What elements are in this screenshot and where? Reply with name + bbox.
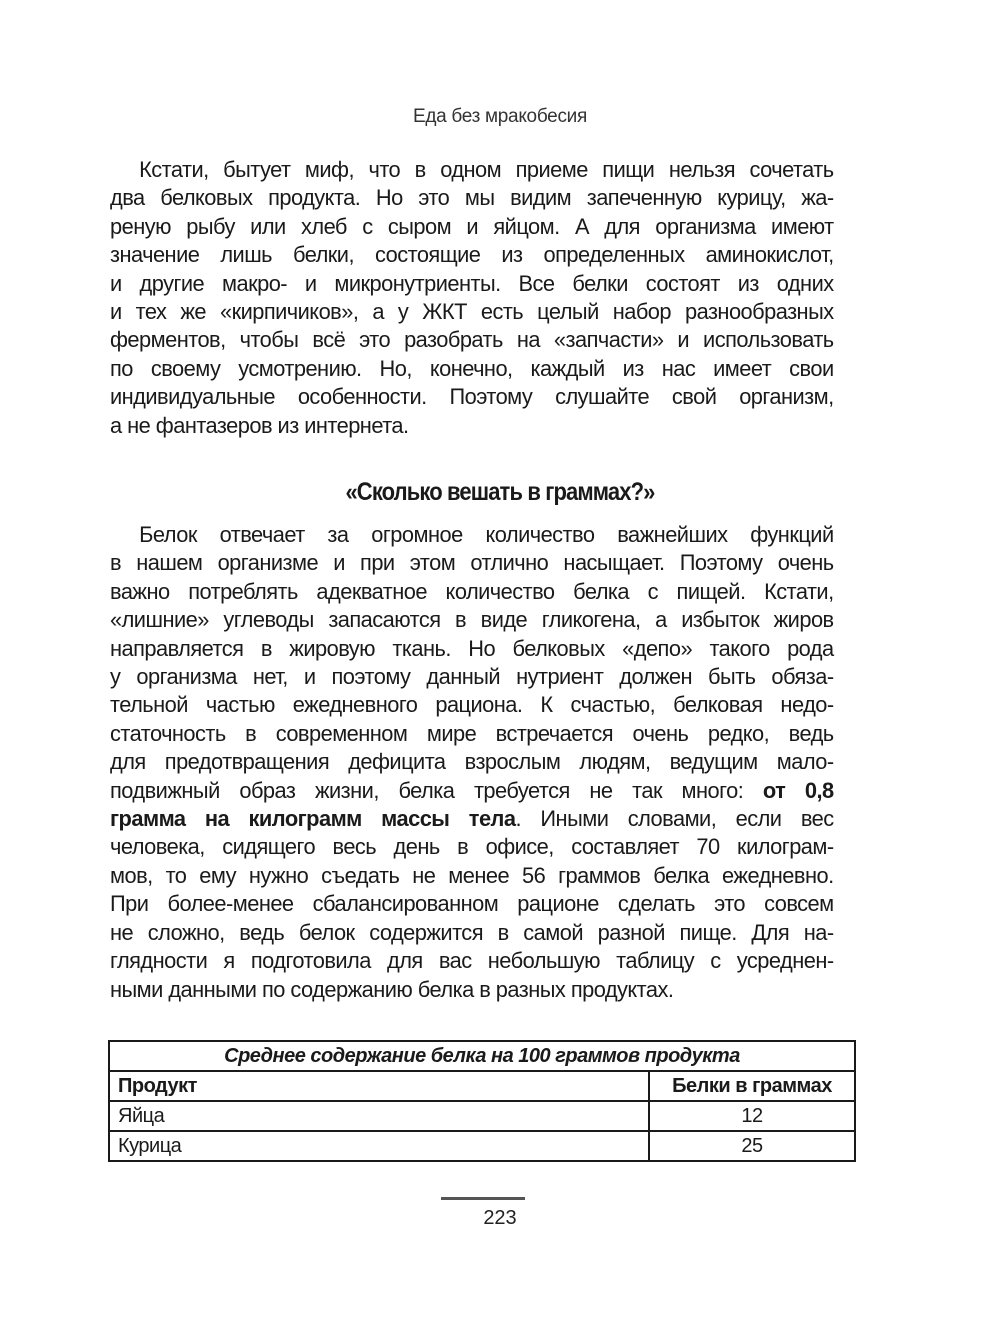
text-line: Белок отвечает за огромное количество важнейших функций xyxy=(139,522,834,547)
table-header-row xyxy=(109,1071,855,1101)
table-row xyxy=(109,1101,855,1131)
text-line: у организма нет, и поэтому данный нутриент должен быть обяза- xyxy=(110,664,834,690)
text-line: два белковых продукта. Но это мы видим запеченную курицу, жа- xyxy=(110,185,834,211)
text-line: индивидуальные особенности. Поэтому слушайте свой организм, xyxy=(110,384,834,410)
text-line: Кстати, бытует миф, что в одном приеме пищи нельзя сочетать xyxy=(139,157,834,182)
regular-text: . Иными словами, если вес xyxy=(515,806,834,832)
section-heading: «Сколько вешать в граммах?» xyxy=(345,478,655,506)
text-line: а не фантазеров из интернета. xyxy=(110,412,409,438)
text-line xyxy=(110,777,834,805)
text-line: При более-менее сбалансированном рационе сделать это совсем xyxy=(110,891,834,917)
text-line: значение лишь белки, состоящие из определенных аминокислот, xyxy=(110,242,834,268)
emphasis-text: от 0,8 xyxy=(762,777,834,803)
table-caption: Среднее содержание белка на 100 граммов продукта xyxy=(109,1041,855,1071)
text-line: важно потреблять адекватное количество белка с пищей. Кстати, xyxy=(110,578,834,604)
text-line: ными данными по содержанию белка в разных продуктах. xyxy=(110,976,674,1002)
running-head: Еда без мракобесия xyxy=(413,106,587,127)
regular-text: подвижный образ жизни, белка требуется не так много: xyxy=(110,777,763,803)
protein-cell: 12 xyxy=(649,1101,855,1131)
text-line: ферментов, чтобы всё это разобрать на «запчасти» и использовать xyxy=(110,327,834,353)
text-line: не сложно, ведь белок содержится в самой разной пище. Для на- xyxy=(110,919,834,945)
text-line: человека, сидящего весь день в офисе, составляет 70 килограм- xyxy=(110,834,834,860)
text-line: и тех же «кирпичиков», а у ЖКТ есть целый набор разнообразных xyxy=(110,299,834,325)
table-row xyxy=(109,1131,855,1161)
text-line: мов, то ему нужно съедать не менее 56 граммов белка ежедневно. xyxy=(110,862,834,888)
text-line xyxy=(110,805,834,833)
product-cell: Яйца xyxy=(109,1101,649,1131)
footer-divider xyxy=(441,1197,525,1200)
table-caption-row xyxy=(109,1041,855,1071)
text-line: тельной частью ежедневного рациона. К счастью, белковая недо- xyxy=(110,692,834,718)
text-line: в нашем организме и при этом отлично насыщает. Поэтому очень xyxy=(110,550,834,576)
paragraph-myth xyxy=(110,156,834,440)
text-line: направляется в жировую ткань. Но белковых «депо» такого рода xyxy=(110,635,834,661)
emphasis-text: грамма на килограмм массы тела xyxy=(110,806,516,832)
product-cell: Курица xyxy=(109,1131,649,1161)
column-header-product: Продукт xyxy=(109,1071,649,1101)
column-header-protein: Белки в граммах xyxy=(649,1071,855,1101)
text-line: для предотвращения дефицита взрослым людям, ведущим мало- xyxy=(110,749,834,775)
text-line: «лишние» углеводы запасаются в виде гликогена, а избыток жиров xyxy=(110,607,834,633)
text-line: статочность в современном мире встречается очень редко, ведь xyxy=(110,720,834,746)
text-line: по своему усмотрению. Но, конечно, каждый из нас имеет свои xyxy=(110,355,834,381)
page-number: 223 xyxy=(483,1207,517,1229)
text-line: глядности я подготовила для вас небольшую таблицу с усреднен- xyxy=(110,948,834,974)
protein-content-table xyxy=(108,1040,856,1162)
protein-cell: 25 xyxy=(649,1131,855,1161)
text-line: реную рыбу или хлеб с сыром и яйцом. А для организма имеют xyxy=(110,213,834,239)
paragraph-protein-needs xyxy=(110,521,834,1004)
text-line: и другие макро- и микронутриенты. Все белки состоят из одних xyxy=(110,270,834,296)
